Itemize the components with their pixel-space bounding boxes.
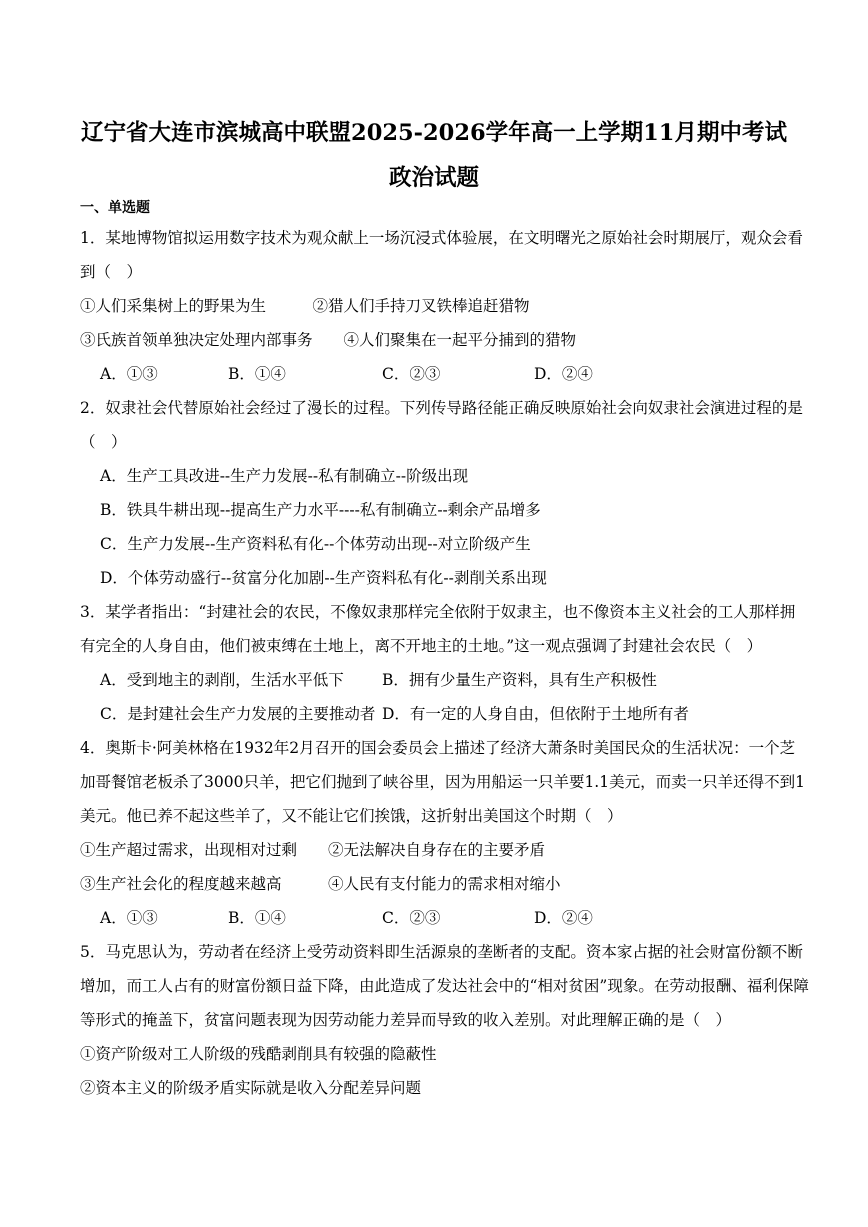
question-1-line-1: 1．某地博物馆拟运用数字技术为观众献上一场沉浸式体验展，在文明曙光之原始社会时期展厅，观众会看 (80, 229, 803, 247)
question-3-line-1: 3．某学者指出：“封建社会的农民，不像奴隶那样完全依附于奴隶主，也不像资本主义社会的工人那样拥 (80, 603, 796, 621)
question-4-line-3: 美元。他已养不起这些羊了，又不能让它们挨饿，这折射出美国这个时期（ ） (80, 807, 623, 825)
choice-b: B．拥有少量生产资料，具有生产积极性 (382, 671, 657, 689)
question-2-choice-d: D．个体劳动盛行--贫富分化加剧--生产资料私有化--剥削关系出现 (100, 569, 547, 587)
section-heading: 一、单选题 (80, 200, 150, 216)
question-2-choice-c: C．生产力发展--生产资料私有化--个体劳动出现--对立阶级产生 (100, 535, 531, 553)
choice-c: C．②③ (382, 909, 441, 927)
question-2-line-2: （ ） (80, 433, 127, 451)
choice-b: B．①④ (228, 909, 286, 927)
title-line-1: 辽宁省大连市滨城高中联盟2025-2026学年高一上学期11月期中考试 (81, 120, 787, 146)
choice-c: C．是封建社会生产力发展的主要推动者 (100, 705, 376, 723)
choice-b: B．①④ (228, 365, 286, 383)
choice-a: A．受到地主的剥削，生活水平低下 (100, 671, 344, 689)
choice-a: A．①③ (100, 909, 158, 927)
question-5-statement-2: ②资本主义的阶级矛盾实际就是收入分配差异问题 (80, 1079, 422, 1097)
question-4-statement-3-4: ③生产社会化的程度越来越高 ④人民有支付能力的需求相对缩小 (80, 875, 561, 893)
choice-a: A．①③ (100, 365, 158, 383)
question-5-line-2: 增加，而工人占有的财富份额日益下降，由此造成了发达社会中的“相对贫困”现象。在劳动报酬、福利保障 (80, 977, 809, 995)
question-4-line-2: 加哥餐馆老板杀了3000只羊，把它们抛到了峡谷里，因为用船运一只羊要1.1美元，而卖一只羊还得不到1 (80, 773, 805, 791)
choice-d: D．有一定的人身自由，但依附于土地所有者 (382, 705, 689, 723)
choice-d: D．②④ (534, 909, 593, 927)
question-2-line-1: 2．奴隶社会代替原始社会经过了漫长的过程。下列传导路径能正确反映原始社会向奴隶社会演进过程的是 (80, 399, 803, 417)
question-1-line-2: 到（ ） (80, 263, 143, 281)
question-1-statement-3-4: ③氏族首领单独决定处理内部事务 ④人们聚集在一起平分捕到的猎物 (80, 331, 577, 349)
question-2-choice-b: B．铁具牛耕出现--提高生产力水平----私有制确立--剩余产品增多 (100, 501, 541, 519)
question-5-line-3: 等形式的掩盖下，贫富问题表现为因劳动能力差异而导致的收入差别。对此理解正确的是（ ） (80, 1011, 732, 1029)
question-1-statement-1-2: ①人们采集树上的野果为生 ②猎人们手持刀叉铁棒追赶猎物 (80, 297, 530, 315)
question-3-line-2: 有完全的人身自由，他们被束缚在土地上，离不开地主的土地。”这一观点强调了封建社会农民（ ） (80, 637, 763, 655)
choice-d: D．②④ (534, 365, 593, 383)
question-4-statement-1-2: ①生产超过需求，出现相对过剩 ②无法解决自身存在的主要矛盾 (80, 841, 546, 859)
choice-c: C．②③ (382, 365, 441, 383)
question-2-choice-a: A．生产工具改进--生产力发展--私有制确立--阶级出现 (100, 467, 469, 485)
question-5-line-1: 5．马克思认为，劳动者在经济上受劳动资料即生活源泉的垄断者的支配。资本家占据的社会财富份额不断 (80, 943, 803, 961)
question-4-line-1: 4．奥斯卡·阿美林格在1932年2月召开的国会委员会上描述了经济大萧条时美国民众的生活状况：一个芝 (80, 739, 796, 757)
title-line-2: 政治试题 (388, 165, 479, 191)
question-5-statement-1: ①资产阶级对工人阶级的残酷剥削具有较强的隐蔽性 (80, 1045, 437, 1063)
